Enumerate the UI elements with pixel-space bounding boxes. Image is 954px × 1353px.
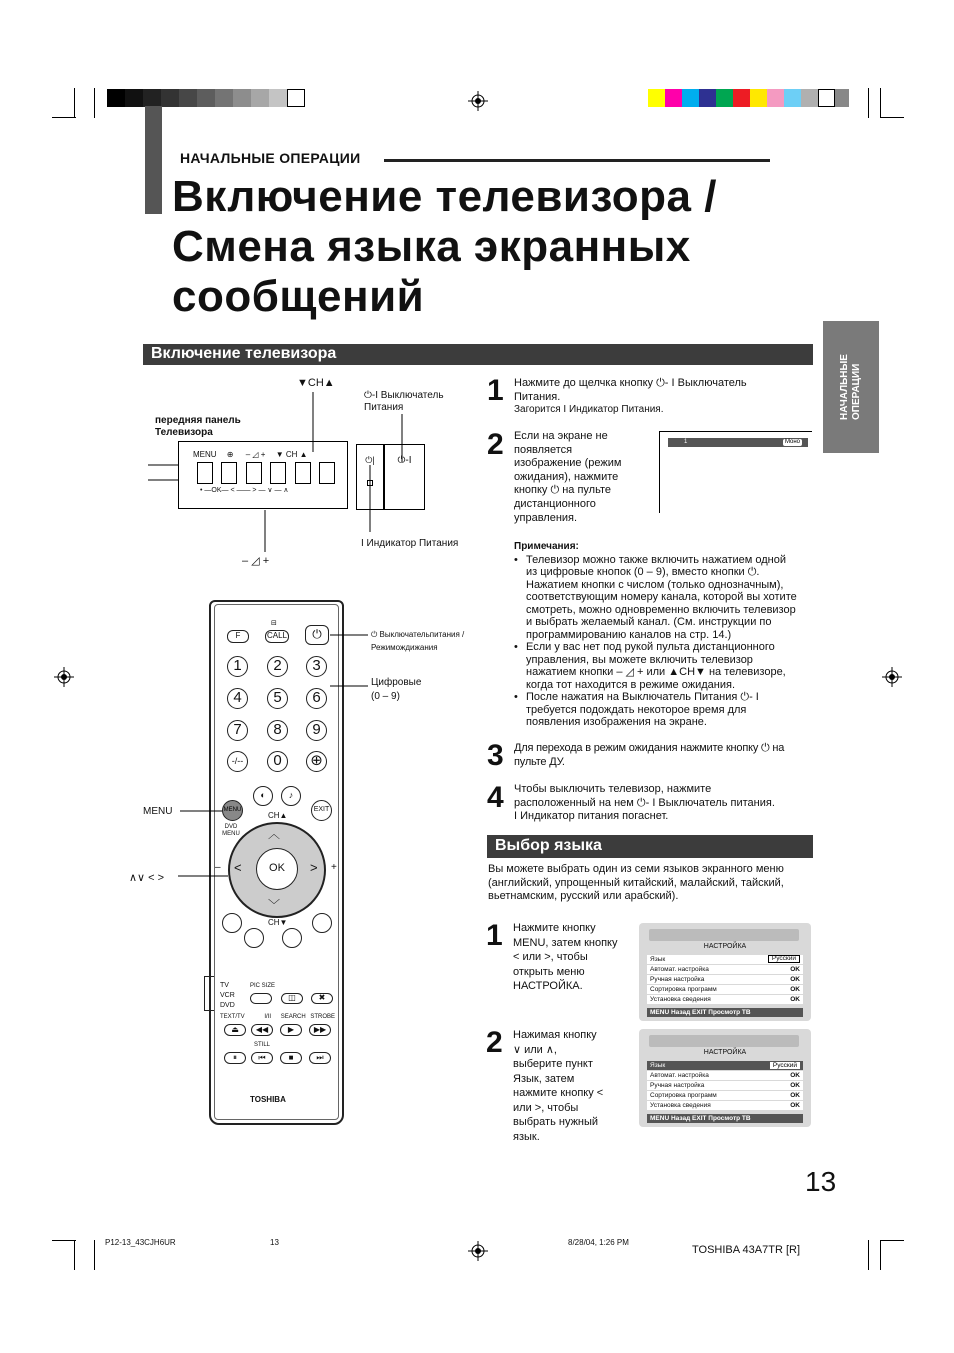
side-tab-line: НАЧАЛЬНЫЕ: [839, 354, 850, 420]
title-line: сообщений: [172, 272, 425, 321]
digit-button[interactable]: 8: [267, 720, 288, 741]
step-text: Чтобы выключить телевизор, нажмите расположенный на нем ⏻- I Выключатель питания. I Индикатор питания погаснет.: [514, 783, 775, 823]
panel-button[interactable]: [270, 462, 286, 484]
power-button[interactable]: ⏻: [305, 625, 329, 645]
osd-channel: 1: [684, 439, 688, 445]
step-text: Нажимая кнопку ∨ или ∧, выберите пункт Язык, затем нажмите кнопку < или >, чтобы выбрать нужный язык.: [513, 1029, 604, 1143]
swatch: [269, 89, 287, 107]
side-tab-line: ОПЕРАЦИИ: [851, 363, 862, 420]
notes: [514, 541, 797, 729]
section-band-power: Включение телевизора: [143, 344, 813, 365]
crop-mark: [880, 1240, 904, 1241]
page-title: [172, 172, 717, 322]
osd-menu-1: [639, 923, 811, 1021]
power-switch-box[interactable]: ⏻-I: [384, 444, 425, 510]
title-line: Включение телевизора /: [172, 172, 717, 221]
call-button[interactable]: CALL: [265, 630, 289, 643]
exit-button[interactable]: EXIT: [311, 800, 332, 821]
section-band-language: Выбор языка: [487, 835, 813, 858]
f-button[interactable]: F: [227, 630, 249, 643]
ok-button[interactable]: OK: [256, 848, 298, 890]
swatch: [767, 89, 784, 107]
remote-callout-lines: [130, 620, 390, 890]
dvd-menu-label: DVD MENU: [222, 824, 240, 837]
footer-page: 13: [270, 1238, 279, 1247]
extra-button[interactable]: [244, 928, 264, 948]
digit-button[interactable]: 1: [227, 656, 248, 677]
teletext-icon: ⊟: [271, 620, 277, 627]
left-arrow-icon[interactable]: <: [234, 860, 242, 875]
volume-label: – ◿ +: [242, 555, 270, 567]
power-callout: ⏻ Выключательпитания / Режимождижания: [371, 630, 465, 652]
osd-menu-2: [639, 1029, 811, 1127]
swatch: [733, 89, 750, 107]
text-row-labels: TEXT/TV I/II SEARCH STROBE: [220, 1014, 336, 1020]
swatch: [682, 89, 699, 107]
crop-mark: [52, 1240, 76, 1241]
skip-forward-button[interactable]: ⏭: [309, 1052, 331, 1064]
vol-down-label: –: [215, 862, 221, 873]
step-text: Нажмите кнопку MENU, затем кнопку < или >, чтобы открыть меню НАСТРОЙКА.: [513, 922, 618, 992]
notes-title: Примечания:: [514, 541, 579, 552]
section-label: НАЧАЛЬНЫЕ ОПЕРАЦИИ: [180, 150, 361, 166]
stereo-button[interactable]: ◫: [281, 993, 303, 1004]
title-accent-bar: [145, 106, 162, 214]
ffwd-button[interactable]: ▶▶: [309, 1024, 331, 1036]
registration-target-icon: [468, 1241, 488, 1261]
ch-up-label: CH▲: [268, 811, 288, 820]
digit-button[interactable]: 4: [227, 688, 248, 709]
swatch: [107, 89, 125, 107]
footer-model: TOSHIBA 43A7TR [R]: [692, 1244, 801, 1256]
source-labels: TV VCR DVD: [220, 982, 235, 1009]
panel-button[interactable]: [246, 462, 262, 484]
digit-button[interactable]: 6: [306, 688, 327, 709]
language-intro: Вы можете выбрать один из семи языков экранного меню (английский, упрощенный китайский, малайский, тайский, вьетнамским, русский или арабский).: [488, 863, 784, 902]
play-button[interactable]: ▶: [280, 1024, 302, 1036]
crop-mark: [880, 88, 881, 118]
standby-box: ⏻|: [356, 444, 384, 510]
swatch: [287, 89, 305, 107]
page-number: 13: [805, 1166, 837, 1197]
panel-legend: MENU ⊕ – ◿ + ▼ CH ▲: [193, 450, 308, 459]
switch-label: ⏻-I Выключатель Питания: [364, 390, 444, 413]
footer-file: P12-13_43CJH6UR: [105, 1238, 176, 1247]
menu-footer: MENU Назад EXIT Просмотр ТВ: [647, 1114, 803, 1123]
ch-label: ▼CH▲: [297, 377, 335, 389]
menu-row[interactable]: Сортировка программ OK: [647, 1091, 803, 1100]
crop-mark: [94, 88, 95, 118]
mute-button[interactable]: ✖: [311, 993, 333, 1004]
digit-button[interactable]: 5: [267, 688, 288, 709]
down-arrow-icon[interactable]: ﹀: [268, 898, 281, 912]
digit-button[interactable]: -/--: [227, 751, 248, 772]
menu-header: НАСТРОЙКА: [703, 1049, 747, 1056]
menu-row[interactable]: Установка сведения OK: [647, 1101, 803, 1110]
indicator-label: I Индикатор Питания: [361, 538, 459, 549]
step-number: 1: [487, 374, 504, 407]
crop-mark: [74, 88, 75, 118]
sound-button[interactable]: ♪: [281, 786, 301, 806]
osd-mode: Моно: [784, 439, 800, 445]
ch-down-label: CH▼: [268, 918, 288, 927]
note-item: • После нажатия на Выключатель Питания ⏻- I требуется подождать некоторое время для появления изображения на экране.: [514, 691, 759, 728]
menu-row[interactable]: Автомат. настройка OK: [647, 1071, 803, 1080]
right-arrow-icon[interactable]: >: [310, 860, 318, 875]
note-item: • Телевизор можно также включить нажатием одной из цифровые кнопок (0 – 9), вместо кнопки ⏻. Нажатием кнопки с числом (только однозначным), соответствующим номеру канала, которой вы хотите смотреть, можно одновременно включить телевизор и выбрать желаемый канал. (См. инструкции по программированию каналов на стр. 14.): [514, 553, 797, 641]
menu-tabs: [649, 1035, 799, 1047]
swatch: [716, 89, 733, 107]
menu-row[interactable]: Сортировка программ OK: [647, 985, 803, 994]
pic-size-button[interactable]: [250, 993, 272, 1004]
stop-button[interactable]: ■: [280, 1052, 302, 1064]
tv-screen-osd: [659, 431, 812, 513]
swatch: [750, 89, 767, 107]
panel-button[interactable]: [221, 462, 237, 484]
step-number: 4: [487, 781, 504, 814]
registration-target-icon: [882, 667, 902, 687]
up-arrow-icon[interactable]: ︿: [268, 827, 281, 841]
registration-target-icon: [54, 667, 74, 687]
step-number: 1: [486, 919, 503, 952]
crop-mark: [880, 117, 904, 118]
step-number: 2: [487, 428, 504, 461]
pic-size-label: PIC SIZE: [250, 983, 276, 989]
still-label: STILL: [254, 1042, 271, 1048]
crop-mark: [74, 1240, 75, 1270]
step-number: 2: [486, 1026, 503, 1059]
menu-header: НАСТРОЙКА: [703, 943, 747, 950]
arrows-callout: ∧∨ < >: [129, 872, 165, 884]
digit-button[interactable]: 2: [267, 656, 288, 677]
menu-callout: MENU: [143, 806, 173, 817]
panel-button[interactable]: [197, 462, 213, 484]
swatch: [233, 89, 251, 107]
menu-footer: MENU Назад EXIT Просмотр ТВ: [647, 1008, 803, 1017]
step-text: Нажмите до щелчка кнопку ⏻- I Выключатель Питания. Загорится I Индикатор Питания.: [514, 377, 747, 416]
menu-row[interactable]: Ручная настройка OK: [647, 975, 803, 984]
swatch: [801, 89, 818, 107]
picture-button[interactable]: ◐: [253, 786, 273, 806]
step-text: Если на экране не появляется изображение (режим ожидания), нажмите кнопку ⏻ на пульте дистанционного управления.: [514, 430, 622, 524]
swatch: [125, 89, 143, 107]
swatch: [251, 89, 269, 107]
swatch: [215, 89, 233, 107]
section-label-rule: [384, 159, 770, 162]
digit-button[interactable]: 3: [306, 656, 327, 677]
title-line: Смена языка экранных: [172, 222, 691, 271]
swatch: [179, 89, 197, 107]
menu-row[interactable]: Установка сведения OK: [647, 995, 803, 1004]
swatch: [835, 89, 849, 107]
digit-button[interactable]: 0: [267, 751, 288, 772]
step-number: 3: [487, 739, 504, 772]
swatch: [648, 89, 665, 107]
panel-button[interactable]: [319, 462, 335, 484]
swatch: [143, 89, 161, 107]
skip-back-button[interactable]: ⏮: [251, 1052, 273, 1064]
menu-row-selected[interactable]: Язык Русский: [647, 1061, 803, 1070]
source-switch[interactable]: [204, 976, 214, 1011]
swatch: [818, 89, 835, 107]
panel-ok-row: • —OK— < —— > — ∨ — ∧: [200, 487, 289, 494]
swatch: [784, 89, 801, 107]
menu-tabs: [649, 929, 799, 941]
digit-button[interactable]: 9: [306, 720, 327, 741]
digit-button[interactable]: 7: [227, 720, 248, 741]
crop-mark: [868, 1240, 869, 1270]
swatch: [699, 89, 716, 107]
registration-target-icon: [468, 91, 488, 111]
eject-button[interactable]: ⏏: [224, 1024, 246, 1036]
crop-mark: [880, 1240, 881, 1270]
panel-label: передняя панель Телевизора: [155, 415, 241, 438]
menu-row[interactable]: Ручная настройка OK: [647, 1081, 803, 1090]
crop-mark: [868, 88, 869, 118]
extra-button[interactable]: [312, 913, 332, 933]
extra-button[interactable]: [282, 928, 302, 948]
crop-mark: [52, 117, 76, 118]
crop-mark: [94, 1240, 95, 1270]
swatch: [161, 89, 179, 107]
menu-row[interactable]: Язык Русский: [647, 955, 803, 964]
swatch: [665, 89, 682, 107]
pause-button[interactable]: ⏸: [224, 1052, 246, 1064]
side-tab: [823, 321, 879, 453]
extra-button[interactable]: [222, 913, 242, 933]
rewind-button[interactable]: ◀◀: [251, 1024, 273, 1036]
vol-up-label: +: [331, 862, 337, 873]
note-item: • Если у вас нет под рукой пульта дистанционного управления, вы можете включить телевизор нажатием кнопки – ◿ + или ▲CH▼ на телевизоре, когда тот находится в режиме ожидания.: [514, 641, 786, 691]
menu-button[interactable]: MENU: [222, 800, 243, 821]
power-indicator: [367, 480, 373, 486]
panel-button[interactable]: [295, 462, 311, 484]
digits-callout: Цифровые (0 – 9): [371, 677, 422, 702]
swatch: [197, 89, 215, 107]
menu-row[interactable]: Автомат. настройка OK: [647, 965, 803, 974]
step-text: Для перехода в режим ожидания нажмите кнопку ⏻ на пульте ДУ.: [514, 742, 785, 768]
digit-button[interactable]: ⊕: [306, 751, 327, 772]
footer-date: 8/28/04, 1:26 PM: [568, 1238, 629, 1247]
remote-brand: TOSHIBA: [250, 1095, 286, 1104]
